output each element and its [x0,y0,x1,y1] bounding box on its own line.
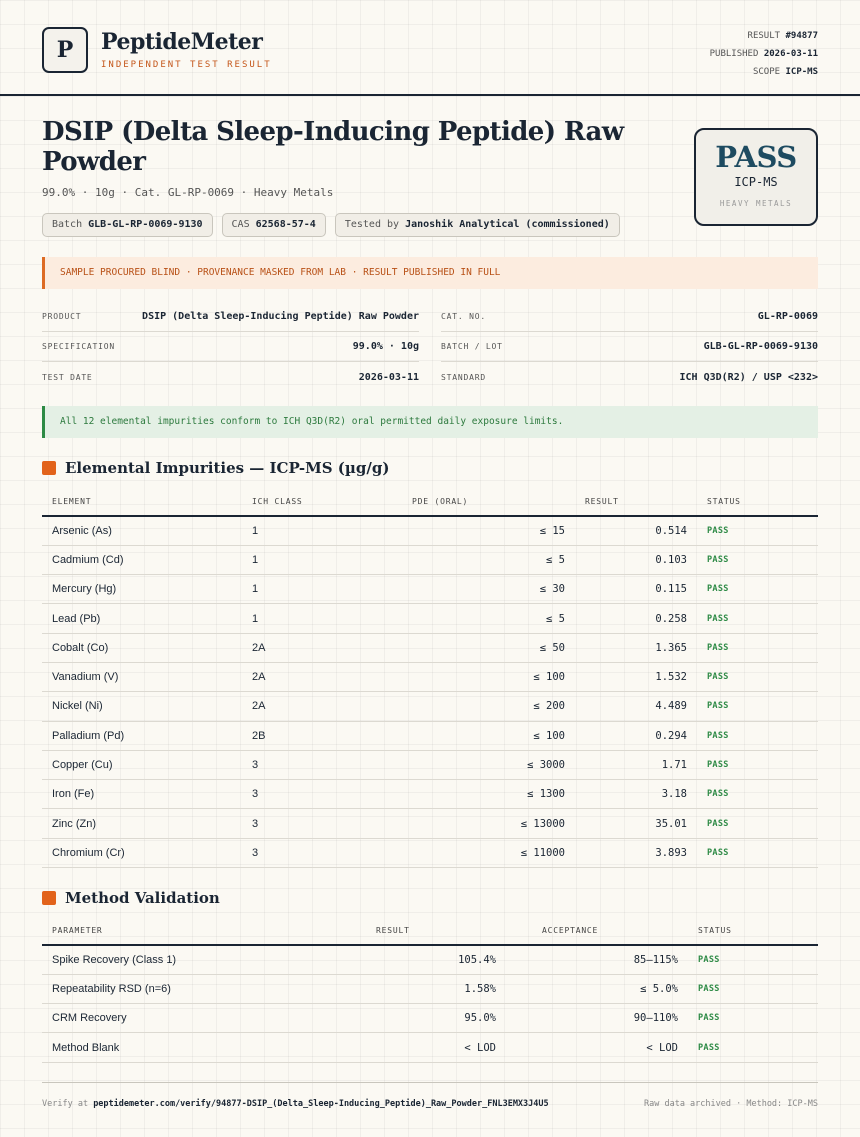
impurity-row [42,633,818,662]
report-header [42,27,818,77]
verify-link[interactable]: peptidemeter.com/verify/94877-DSIP_(Delta_Sleep-Inducing_Peptide)_Raw_Powder_FNL3EMX3J4U5 [93,1099,549,1109]
element-cell: Copper (Cu) [42,750,242,779]
page-subtitle: 99.0% · 10g · Cat. GL-RP-0069 · Heavy Metals [42,186,334,199]
page-title: DSIP (Delta Sleep-Inducing Peptide) Raw Powder [42,117,624,177]
provenance-notice: SAMPLE PROCURED BLIND · PROVENANCE MASKED FROM LAB · RESULT PUBLISHED IN FULL [42,257,818,289]
validation-row [42,1033,818,1062]
status-cell: PASS [697,750,818,779]
element-cell: Vanadium (V) [42,662,242,691]
status-cell: PASS [697,809,818,838]
class-cell: 2B [242,721,402,750]
element-cell: Cobalt (Co) [42,633,242,662]
pde-cell: ≤ 5 [402,604,575,633]
pde-cell: ≤ 30 [402,575,575,604]
impurity-row [42,838,818,867]
col-element: ELEMENT [42,488,242,516]
verdict-stamp [694,128,818,226]
footer-divider [42,1082,818,1083]
brand-name: PeptideMeter [101,29,263,55]
validation-row [42,945,818,974]
col-acceptance: ACCEPTANCE [506,917,688,945]
verdict-method: ICP-MS [734,175,778,189]
result-cell: 4.489 [575,692,697,721]
pde-cell: ≤ 5 [402,545,575,574]
conformance-notice: All 12 elemental impurities conform to ICH Q3D(R2) oral permitted daily exposure limits. [42,406,818,438]
element-cell: Cadmium (Cd) [42,545,242,574]
identifier-pills [42,213,620,237]
parameter-cell: CRM Recovery [42,1004,362,1033]
class-cell: 1 [242,604,402,633]
val-result-cell: 105.4% [362,945,506,974]
verdict-text: PASS [715,140,797,174]
status-cell: PASS [697,838,818,867]
class-cell: 2A [242,662,402,691]
result-cell: 3.18 [575,780,697,809]
class-cell: 1 [242,516,402,545]
val-status-cell: PASS [688,945,818,974]
col-parameter: PARAMETER [42,917,362,945]
validation-header-row [42,917,818,945]
val-result-cell: < LOD [362,1033,506,1062]
class-cell: 3 [242,838,402,867]
val-result-cell: 95.0% [362,1004,506,1033]
val-status-cell: PASS [688,1033,818,1062]
result-cell: 35.01 [575,809,697,838]
element-cell: Mercury (Hg) [42,575,242,604]
batch-pill: Batch GLB-GL-RP-0069-9130 [42,213,213,237]
pde-cell: ≤ 1300 [402,780,575,809]
element-cell: Zinc (Zn) [42,809,242,838]
pde-cell: ≤ 13000 [402,809,575,838]
validation-body [42,945,818,1062]
acceptance-cell: ≤ 5.0% [506,974,688,1003]
acceptance-cell: 85–115% [506,945,688,974]
result-cell: 0.258 [575,604,697,633]
pde-cell: ≤ 3000 [402,750,575,779]
impurity-row [42,604,818,633]
impurity-row [42,750,818,779]
val-status-cell: PASS [688,1004,818,1033]
pde-cell: ≤ 200 [402,692,575,721]
class-cell: 2A [242,692,402,721]
col-result: RESULT [575,488,697,516]
result-cell: 0.103 [575,545,697,574]
pde-cell: ≤ 100 [402,721,575,750]
status-cell: PASS [697,780,818,809]
report-meta [710,27,818,81]
validation-section-title: Method Validation [42,889,220,907]
info-standard: STANDARD ICH Q3D(R2) / USP <232> [441,371,818,383]
pde-cell: ≤ 11000 [402,838,575,867]
col-val-status: STATUS [688,917,818,945]
element-cell: Lead (Pb) [42,604,242,633]
result-cell: 0.294 [575,721,697,750]
impurities-section-title: Elemental Impurities — ICP-MS (µg/g) [42,459,389,477]
status-cell: PASS [697,692,818,721]
impurities-body [42,516,818,868]
status-cell: PASS [697,604,818,633]
class-cell: 3 [242,809,402,838]
class-cell: 1 [242,575,402,604]
lab-pill: Tested by Janoshik Analytical (commissioned) [335,213,620,237]
element-cell: Palladium (Pd) [42,721,242,750]
info-date: TEST DATE 2026-03-11 [42,371,419,383]
impurity-row [42,516,818,545]
parameter-cell: Repeatability RSD (n=6) [42,974,362,1003]
element-cell: Chromium (Cr) [42,838,242,867]
class-cell: 2A [242,633,402,662]
info-spec: SPECIFICATION 99.0% · 10g [42,332,419,362]
status-cell: PASS [697,633,818,662]
col-status: STATUS [697,488,818,516]
val-result-cell: 1.58% [362,974,506,1003]
impurity-row [42,780,818,809]
result-cell: 0.115 [575,575,697,604]
meta-published: PUBLISHED 2026-03-11 [709,49,818,59]
col-class: ICH CLASS [242,488,402,516]
info-product: PRODUCT DSIP (Delta Sleep-Inducing Peptide) Raw Powder [42,302,419,332]
status-cell: PASS [697,575,818,604]
element-cell: Arsenic (As) [42,516,242,545]
brand-logo: P [42,27,88,73]
sample-info-grid [42,302,818,392]
impurity-row [42,575,818,604]
acceptance-cell: < LOD [506,1033,688,1062]
status-cell: PASS [697,516,818,545]
impurity-row [42,692,818,721]
result-cell: 3.893 [575,838,697,867]
section-marker-icon [42,891,56,905]
result-cell: 1.365 [575,633,697,662]
impurity-row [42,721,818,750]
class-cell: 3 [242,750,402,779]
pde-cell: ≤ 100 [402,662,575,691]
acceptance-cell: 90–110% [506,1004,688,1033]
result-cell: 0.514 [575,516,697,545]
parameter-cell: Method Blank [42,1033,362,1062]
pde-cell: ≤ 50 [402,633,575,662]
info-cat: CAT. NO. GL-RP-0069 [441,302,818,332]
impurity-row [42,809,818,838]
status-cell: PASS [697,545,818,574]
result-cell: 1.71 [575,750,697,779]
val-status-cell: PASS [688,974,818,1003]
status-cell: PASS [697,662,818,691]
validation-row [42,974,818,1003]
impurity-row [42,662,818,691]
element-cell: Nickel (Ni) [42,692,242,721]
header-divider [0,94,860,96]
meta-scope: SCOPE ICP-MS [752,67,818,77]
verdict-category: HEAVY METALS [719,199,793,208]
parameter-cell: Spike Recovery (Class 1) [42,945,362,974]
verify-line: Verify at peptidemeter.com/verify/94877-DSIP_(Delta_Sleep-Inducing_Peptide)_Raw_Powder_FNL3EMX3J4U5 [42,1099,549,1109]
brand-tagline: INDEPENDENT TEST RESULT [101,60,272,70]
status-cell: PASS [697,721,818,750]
info-batch: BATCH / LOT GLB-GL-RP-0069-9130 [441,332,818,362]
cas-pill: CAS 62568-57-4 [222,213,326,237]
validation-table [42,917,818,1063]
impurities-table [42,488,818,868]
impurity-row [42,545,818,574]
element-cell: Iron (Fe) [42,780,242,809]
col-pde: PDE (ORAL) [402,488,575,516]
col-val-result: RESULT [362,917,506,945]
impurities-header-row [42,488,818,516]
class-cell: 3 [242,780,402,809]
validation-row [42,1004,818,1033]
pde-cell: ≤ 15 [402,516,575,545]
footer-note: Raw data archived · Method: ICP-MS [644,1099,818,1109]
meta-result: RESULT #94877 [747,31,818,41]
result-cell: 1.532 [575,662,697,691]
class-cell: 1 [242,545,402,574]
section-marker-icon [42,461,56,475]
